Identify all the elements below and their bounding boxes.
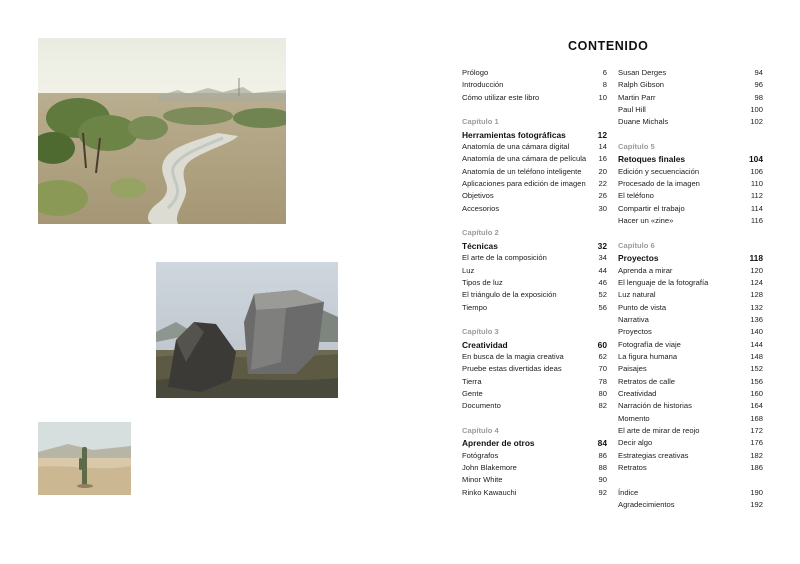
toc-entry — [618, 376, 763, 388]
toc-entry — [462, 462, 607, 474]
toc-entry-page: 148 — [750, 351, 763, 361]
toc-entry — [462, 400, 607, 412]
toc-entry — [462, 141, 607, 153]
toc-entry-title: Paisajes — [618, 364, 647, 374]
toc-entry-page: 128 — [750, 290, 763, 300]
toc-entry — [618, 413, 763, 425]
toc-entry-title: Fotógrafos — [462, 450, 499, 460]
toc-entry-page: 6 — [602, 68, 607, 77]
toc-entry-page: 164 — [750, 401, 763, 411]
toc-entry-title: Objetivos — [462, 191, 494, 201]
toc-entry-title: Anatomía de una cámara de película — [462, 154, 587, 164]
toc-entry-page: 140 — [750, 327, 763, 337]
toc-entry-title: Documento — [462, 401, 501, 411]
toc-entry — [618, 302, 763, 314]
toc-entry — [618, 67, 763, 79]
chapter-heading — [462, 437, 607, 449]
toc-entry — [618, 265, 763, 277]
toc-entry-title: Procesado de la imagen — [618, 179, 700, 189]
toc-entry-page: 112 — [750, 191, 763, 201]
chapter-label: Capítulo 5 — [618, 142, 655, 152]
toc-entry — [618, 351, 763, 363]
toc-entry-title: Fotografía de viaje — [618, 339, 681, 349]
chapter-heading — [462, 129, 607, 141]
toc-entry-page: 176 — [750, 438, 763, 448]
toc-entry-page: 118 — [749, 253, 763, 264]
toc-entry-page: 16 — [598, 154, 607, 164]
toc-entry-page: 30 — [598, 203, 607, 213]
toc-entry-page: 52 — [598, 290, 607, 300]
chapter-heading — [618, 153, 763, 165]
toc-entry — [462, 450, 607, 462]
toc-entry — [618, 425, 763, 437]
toc-entry-page: 102 — [750, 117, 763, 127]
toc-entry-page: 136 — [750, 314, 763, 324]
toc-entry — [462, 302, 607, 314]
toc-entry — [462, 487, 607, 499]
toc-entry — [618, 450, 763, 462]
toc-entry-title: Aprenda a mirar — [618, 265, 673, 275]
toc-entry — [462, 79, 607, 91]
toc-entry-page: 190 — [750, 487, 763, 497]
toc-entry-page: 60 — [597, 339, 607, 350]
boulders-photo — [156, 262, 338, 398]
spacer — [462, 413, 607, 425]
toc-entry-page: 124 — [750, 277, 763, 287]
chapter-heading — [462, 339, 607, 351]
toc-entry-title: Tiempo — [462, 302, 488, 312]
toc-entry-page: 78 — [598, 376, 607, 386]
toc-entry-title: Rinko Kawauchi — [462, 487, 517, 497]
toc-entry — [462, 190, 607, 202]
toc-entry-title: Técnicas — [462, 240, 498, 251]
spacer — [462, 215, 607, 227]
toc-entry — [462, 203, 607, 215]
toc-entry-title: Martin Parr — [618, 92, 656, 102]
toc-entry-title: Prólogo — [462, 68, 489, 77]
toc-entry-page: 144 — [750, 339, 763, 349]
toc-left-column — [462, 67, 607, 499]
toc-entry-title: Retoques finales — [618, 154, 686, 165]
toc-entry-page: 86 — [598, 450, 607, 460]
toc-entry-page: 20 — [598, 166, 607, 176]
toc-entry-page: 172 — [750, 425, 763, 435]
toc-entry — [618, 339, 763, 351]
toc-entry-title: Retratos de calle — [618, 376, 675, 386]
chapter-label: Capítulo 1 — [462, 117, 499, 127]
toc-entry-page: 80 — [598, 388, 607, 398]
toc-entry — [618, 363, 763, 375]
toc-entry — [618, 190, 763, 202]
toc-entry-title: Proyectos — [618, 253, 659, 264]
toc-entry-title: Anatomía de una cámara digital — [462, 142, 570, 152]
toc-entry — [618, 388, 763, 400]
toc-entry-title: Aplicaciones para edición de imagen — [462, 179, 586, 189]
toc-entry — [618, 116, 763, 128]
toc-entry-page: 116 — [750, 216, 763, 226]
toc-entry-title: Introducción — [462, 80, 504, 90]
toc-entry — [462, 289, 607, 301]
toc-entry-page: 44 — [598, 265, 607, 275]
toc-entry — [618, 92, 763, 104]
toc-entry — [618, 462, 763, 474]
toc-entry-page: 62 — [598, 351, 607, 361]
toc-entry-page: 100 — [750, 105, 763, 115]
toc-entry-title: Edición y secuenciación — [618, 166, 700, 176]
toc-entry-title: Minor White — [462, 475, 503, 485]
landscape-photo — [38, 38, 286, 224]
toc-entry — [462, 252, 607, 264]
toc-entry-page: 14 — [598, 142, 607, 152]
toc-entry — [462, 363, 607, 375]
toc-entry-page: 22 — [598, 179, 607, 189]
toc-entry-title: Decir algo — [618, 438, 653, 448]
page-title: CONTENIDO — [568, 39, 649, 53]
toc-entry — [618, 178, 763, 190]
cactus-photo — [38, 422, 131, 495]
toc-entry-title: Accesorios — [462, 203, 500, 213]
toc-entry — [462, 351, 607, 363]
toc-entry-title: En busca de la magia creativa — [462, 351, 564, 361]
toc-entry-title: Creatividad — [618, 388, 657, 398]
toc-entry-title: John Blakemore — [462, 463, 517, 472]
toc-entry — [462, 67, 607, 79]
toc-entry-title: El lenguaje de la fotografía — [618, 277, 709, 287]
toc-entry-page: 104 — [749, 154, 763, 165]
toc-entry-title: El triángulo de la exposición — [462, 290, 557, 300]
toc-entry — [462, 92, 607, 104]
spacer — [618, 227, 763, 239]
toc-entry-title: Susan Derges — [618, 68, 667, 77]
toc-entry-title: Agradecimientos — [618, 500, 675, 510]
toc-entry-page: 84 — [597, 438, 607, 449]
toc-entry-title: El arte de la composición — [462, 253, 547, 263]
toc-entry-title: Retratos — [618, 463, 647, 472]
toc-entry-page: 168 — [750, 413, 763, 423]
toc-entry-page: 110 — [750, 179, 763, 189]
toc-entry-page: 156 — [750, 376, 763, 386]
toc-entry-title: Narración de historias — [618, 401, 692, 411]
toc-entry-title: Compartir el trabajo — [618, 203, 685, 213]
toc-entry-page: 96 — [754, 80, 763, 90]
toc-entry-page: 94 — [754, 68, 763, 77]
toc-entry-page: 32 — [597, 240, 607, 251]
toc-entry — [462, 388, 607, 400]
toc-entry — [618, 289, 763, 301]
toc-entry-title: Aprender de otros — [462, 438, 535, 449]
toc-entry-page: 12 — [597, 129, 607, 140]
toc-entry-title: Anatomía de un teléfono inteligente — [462, 166, 582, 176]
toc-entry-title: Estrategias creativas — [618, 450, 689, 460]
toc-entry-title: Momento — [618, 413, 650, 423]
toc-entry-page: 114 — [750, 203, 763, 213]
toc-entry-title: Hacer un «zine» — [618, 216, 674, 226]
toc-entry — [618, 203, 763, 215]
toc-entry — [462, 277, 607, 289]
toc-entry-page: 106 — [750, 166, 763, 176]
toc-entry — [462, 153, 607, 165]
toc-entry-page: 192 — [750, 500, 763, 510]
toc-entry — [618, 400, 763, 412]
toc-entry-page: 160 — [750, 388, 763, 398]
toc-entry — [618, 79, 763, 91]
toc-entry-title: Gente — [462, 388, 483, 398]
toc-right-column — [618, 67, 763, 511]
spacer — [618, 129, 763, 141]
toc-entry-page: 98 — [754, 92, 763, 102]
toc-entry — [618, 314, 763, 326]
toc-entry-page: 8 — [602, 80, 607, 90]
toc-entry-page: 90 — [598, 475, 607, 485]
toc-entry-page: 182 — [750, 450, 763, 460]
toc-entry-page: 132 — [750, 302, 763, 312]
toc-entry-title: Luz — [462, 265, 475, 275]
spacer — [462, 104, 607, 116]
toc-entry-title: Tipos de luz — [462, 277, 503, 287]
toc-entry-title: Índice — [618, 487, 639, 497]
toc-entry-title: Proyectos — [618, 327, 652, 337]
toc-entry-title: La figura humana — [618, 351, 678, 361]
toc-entry — [618, 104, 763, 116]
spacer — [462, 314, 607, 326]
toc-entry — [618, 166, 763, 178]
toc-entry-page: 34 — [598, 253, 607, 263]
toc-entry-title: Narrativa — [618, 314, 649, 324]
toc-entry — [618, 215, 763, 227]
toc-entry-title: Cómo utilizar este libro — [462, 92, 540, 102]
toc-entry — [618, 326, 763, 338]
chapter-heading — [462, 240, 607, 252]
toc-entry-title: Paul Hill — [618, 105, 646, 115]
toc-entry-page: 26 — [598, 191, 607, 201]
chapter-label: Capítulo 4 — [462, 425, 499, 435]
toc-entry — [462, 178, 607, 190]
toc-entry-page: 88 — [598, 463, 607, 472]
toc-entry-page: 186 — [750, 463, 763, 472]
chapter-label: Capítulo 6 — [618, 240, 655, 250]
toc-entry-title: Luz natural — [618, 290, 656, 300]
toc-entry-title: Duane Michals — [618, 117, 669, 127]
chapter-heading — [618, 252, 763, 264]
spacer — [618, 474, 763, 486]
toc-entry — [618, 277, 763, 289]
toc-entry-title: Punto de vista — [618, 302, 667, 312]
toc-entry-title: Creatividad — [462, 339, 508, 350]
toc-entry-title: Pruebe estas divertidas ideas — [462, 364, 562, 374]
toc-entry-page: 70 — [598, 364, 607, 374]
toc-entry — [618, 487, 763, 499]
toc-entry — [462, 265, 607, 277]
toc-entry-page: 10 — [598, 92, 607, 102]
toc-entry — [618, 437, 763, 449]
toc-entry — [618, 499, 763, 511]
toc-entry-page: 120 — [750, 265, 763, 275]
chapter-label: Capítulo 3 — [462, 327, 499, 337]
toc-entry-page: 82 — [598, 401, 607, 411]
toc-entry-title: Tierra — [462, 376, 482, 386]
toc-entry — [462, 166, 607, 178]
toc-entry-page: 46 — [598, 277, 607, 287]
toc-entry-title: El teléfono — [618, 191, 654, 201]
toc-entry — [462, 376, 607, 388]
toc-entry-page: 92 — [598, 487, 607, 497]
toc-entry-title: Ralph Gibson — [618, 80, 665, 90]
toc-entry — [462, 474, 607, 486]
toc-entry-title: El arte de mirar de reojo — [618, 425, 700, 435]
toc-entry-title: Herramientas fotográficas — [462, 129, 566, 140]
chapter-label: Capítulo 2 — [462, 228, 499, 238]
toc-entry-page: 152 — [750, 364, 763, 374]
toc-entry-page: 56 — [598, 302, 607, 312]
